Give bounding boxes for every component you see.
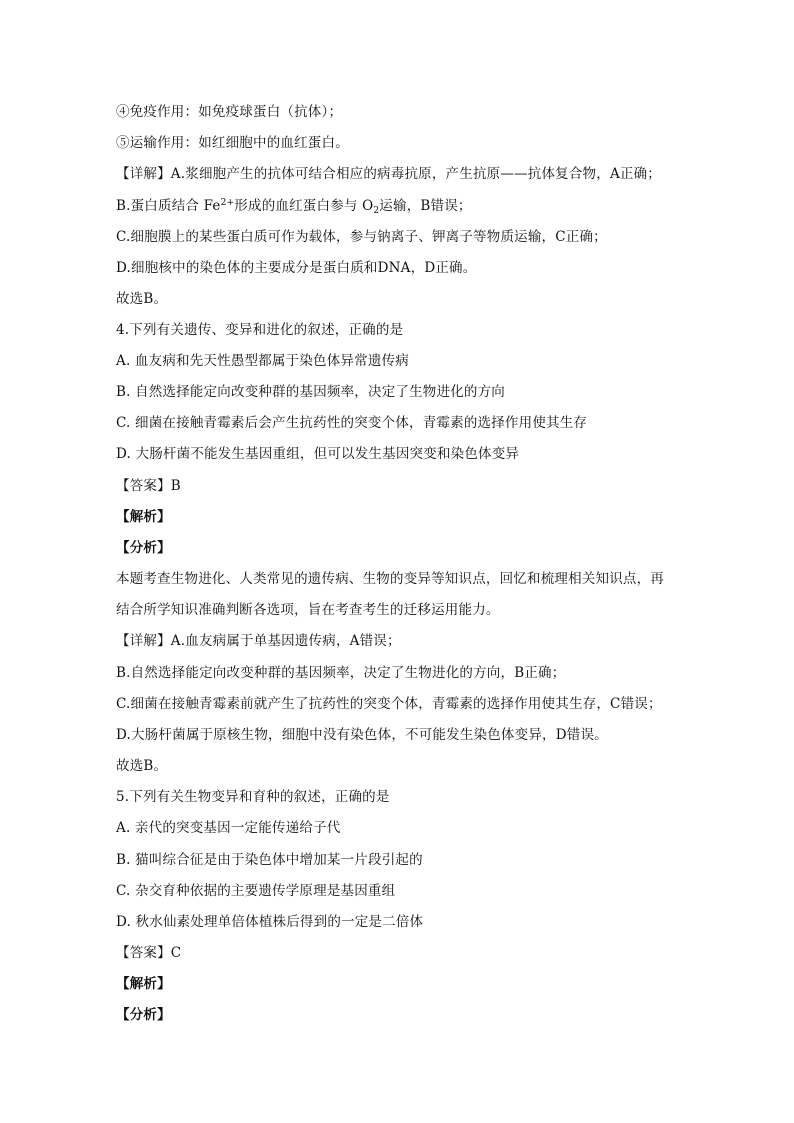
option-d: D. 秋水仙素处理单倍体植株后得到的一定是二倍体 <box>116 914 424 930</box>
section-heading: 【分析】 <box>116 1007 171 1023</box>
option-b: B. 猫叫综合征是由于染色体中增加某一片段引起的 <box>116 852 423 868</box>
text-line: D.大肠杆菌属于原核生物，细胞中没有染色体，不可能发生染色体变异，D错误。 <box>116 727 608 743</box>
option-a: A. 亲代的突变基因一定能传递给子代 <box>116 820 341 836</box>
text-line: ④免疫作用：如免疫球蛋白（抗体）； <box>116 104 343 120</box>
text-line: D.细胞核中的染色体的主要成分是蛋白质和DNA，D正确。 <box>116 260 477 276</box>
question-stem: 5.下列有关生物变异和育种的叙述，正确的是 <box>116 789 390 805</box>
option-d: D. 大肠杆菌不能发生基因重组，但可以发生基因突变和染色体变异 <box>116 446 520 462</box>
option-a: A. 血友病和先天性愚型都属于染色体异常遗传病 <box>116 353 409 369</box>
text-line: 故选B。 <box>116 758 168 774</box>
text-line: C.细胞膜上的某些蛋白质可作为载体，参与钠离子、钾离子等物质运输，C正确； <box>116 229 607 245</box>
text-segment: 运输，B错误； <box>379 198 472 214</box>
section-heading: 【解析】 <box>116 509 171 525</box>
section-heading: 【解析】 <box>116 976 171 992</box>
text-line: B.自然选择能定向改变种群的基因频率，决定了生物进化的方向，B正确； <box>116 665 566 681</box>
option-c: C. 杂交育种依据的主要遗传学原理是基因重组 <box>116 883 396 899</box>
text-line: ⑤运输作用：如红细胞中的血红蛋白。 <box>116 135 349 151</box>
answer-line: 【答案】B <box>116 478 181 494</box>
option-b: B. 自然选择能定向改变种群的基因频率，决定了生物进化的方向 <box>116 384 506 400</box>
section-heading: 【分析】 <box>116 540 171 556</box>
text-line: 【详解】A.浆细胞产生的抗体可结合相应的病毒抗原，产生抗原——抗体复合物，A正确； <box>116 166 661 182</box>
text-line: 结合所学知识准确判断各选项，旨在考查考生的迁移运用能力。 <box>116 602 500 618</box>
superscript: 2+ <box>220 198 235 208</box>
answer-line: 【答案】C <box>116 945 182 961</box>
option-c: C. 细菌在接触青霉素后会产生抗药性的突变个体，青霉素的选择作用使其生存 <box>116 415 588 431</box>
text-line: C.细菌在接触青霉素前就产生了抗药性的突变个体，青霉素的选择作用使其生存，C错误； <box>116 696 662 712</box>
text-line: 故选B。 <box>116 291 168 307</box>
text-line: 【详解】A.血友病属于单基因遗传病，A错误； <box>116 633 401 649</box>
text-segment: 形成的血红蛋白参与 O <box>234 198 374 214</box>
text-segment: B.蛋白质结合 Fe <box>116 198 221 214</box>
subscript: 2 <box>373 206 380 216</box>
text-line <box>116 196 472 216</box>
text-line: 本题考查生物进化、人类常见的遗传病、生物的变异等知识点，回忆和梳理相关知识点，再 <box>116 571 664 587</box>
question-stem: 4.下列有关遗传、变异和进化的叙述，正确的是 <box>116 322 404 338</box>
